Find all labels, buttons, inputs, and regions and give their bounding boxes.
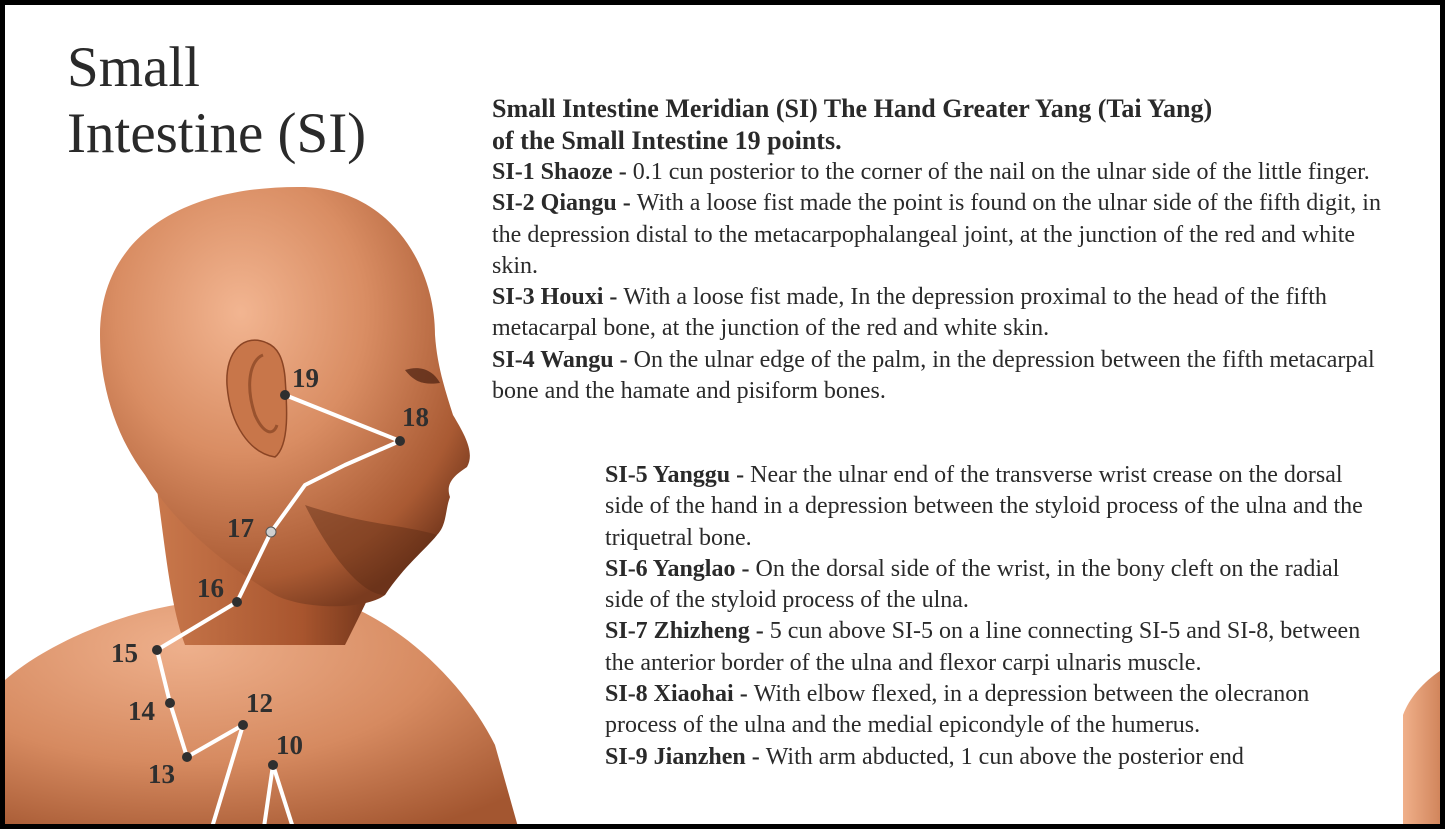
point-entry: SI-3 Houxi - With a loose fist made, In the depression proximal to the head of the fifth metacarpal bone, at the junction of the red and white skin.: [492, 284, 1327, 342]
point-description: On the ulnar edge of the palm, in the depression between the fifth metacarpal bone and the hamate and pisiform bones.: [492, 346, 1375, 405]
point-description: With a loose fist made the point is found on the ulnar side of the fifth digit, in the depression distal to the metacarpophalangeal joint, at the junction of the red and white skin.: [492, 190, 1381, 279]
point-description: Near the ulnar end of the transverse wrist crease on the dorsal side of the hand in a depression between the styloid process of the ulna and the triquetral bone.: [605, 462, 1363, 551]
point-label: 13: [148, 759, 175, 789]
point-label: 18: [402, 402, 429, 432]
point-description: 5 cun above SI-5 on a line connecting SI-5 and SI-8, between the anterior border of the ulna and flexor carpi ulnaris muscle.: [605, 618, 1361, 676]
heading-line: Small Intestine Meridian (SI) The Hand Greater Yang (Tai Yang): [492, 94, 1213, 123]
point-marker: [266, 527, 276, 537]
description-block-lower: [605, 460, 1365, 773]
point-entry: SI-8 Xiaohai - With elbow flexed, in a depression between the olecranon process of the ulna and the medial epicondyle of the humerus.: [605, 681, 1310, 739]
title-line: Intestine (SI): [67, 102, 367, 165]
point-description: With arm abducted, 1 cun above the posterior end: [765, 743, 1244, 770]
point-marker: [268, 760, 278, 770]
point-marker: [232, 597, 242, 607]
point-code: SI-2 Qiangu: [492, 190, 617, 217]
point-entry: SI-4 Wangu - On the ulnar edge of the palm, in the depression between the fifth metacarpal bone and the hamate and pisiform bones.: [492, 346, 1375, 405]
meridian-heading: [492, 93, 1402, 157]
point-entry: SI-2 Qiangu - With a loose fist made the point is found on the ulnar side of the fifth digit, in the depression distal to the metacarpophalangeal joint, at the junction of the red and white skin.: [492, 190, 1381, 279]
description-block-upper: [492, 93, 1402, 407]
point-code: SI-9 Jianzhen: [605, 743, 746, 770]
point-description: 0.1 cun posterior to the corner of the nail on the ulnar side of the little finger.: [632, 159, 1370, 185]
point-label: 10: [276, 730, 303, 760]
point-marker: [182, 752, 192, 762]
point-description: On the dorsal side of the wrist, in the bony cleft on the radial side of the styloid process of the ulna.: [605, 555, 1340, 614]
point-label: 12: [246, 688, 273, 718]
point-code: SI-1 Shaoze: [492, 159, 613, 185]
point-entry: SI-6 Yanglao - On the dorsal side of the wrist, in the bony cleft on the radial side of the styloid process of the ulna.: [605, 555, 1340, 614]
page-title: [67, 35, 366, 167]
point-description: With a loose fist made, In the depression proximal to the head of the fifth metacarpal bone, at the junction of the red and white skin.: [492, 284, 1327, 342]
arm-edge: [1403, 665, 1445, 829]
heading-line: of the Small Intestine 19 points.: [492, 126, 842, 155]
point-label: 16: [197, 573, 224, 603]
point-label: 17: [227, 513, 254, 543]
point-code: SI-6 Yanglao: [605, 555, 736, 582]
point-entry: SI-5 Yanggu - Near the ulnar end of the transverse wrist crease on the dorsal side of the hand in a depression between the styloid process of the ulna and the triquetral bone.: [605, 462, 1363, 551]
point-code: SI-5 Yanggu: [605, 462, 731, 488]
point-label: 15: [111, 638, 138, 668]
point-marker: [238, 720, 248, 730]
point-marker: [152, 645, 162, 655]
point-marker: [165, 698, 175, 708]
point-entry: SI-1 Shaoze - 0.1 cun posterior to the corner of the nail on the ulnar side of the little finger.: [492, 159, 1370, 185]
point-code: SI-7 Zhizheng: [605, 618, 750, 645]
point-entry: SI-7 Zhizheng - 5 cun above SI-5 on a line connecting SI-5 and SI-8, between the anterior border of the ulna and flexor carpi ulnaris muscle.: [605, 618, 1361, 676]
point-label: 19: [292, 363, 319, 393]
point-marker: [395, 436, 405, 446]
point-code: SI-8 Xiaohai: [605, 681, 734, 708]
point-entry: SI-9 Jianzhen - With arm abducted, 1 cun above the posterior end: [605, 743, 1244, 770]
title-line: Small: [67, 36, 201, 99]
point-marker: [280, 390, 290, 400]
point-code: SI-3 Houxi: [492, 284, 604, 311]
point-description: With elbow flexed, in a depression between the olecranon process of the ulna and the medial epicondyle of the humerus.: [605, 681, 1310, 739]
point-label: 14: [128, 696, 155, 726]
point-code: SI-4 Wangu: [492, 346, 614, 373]
